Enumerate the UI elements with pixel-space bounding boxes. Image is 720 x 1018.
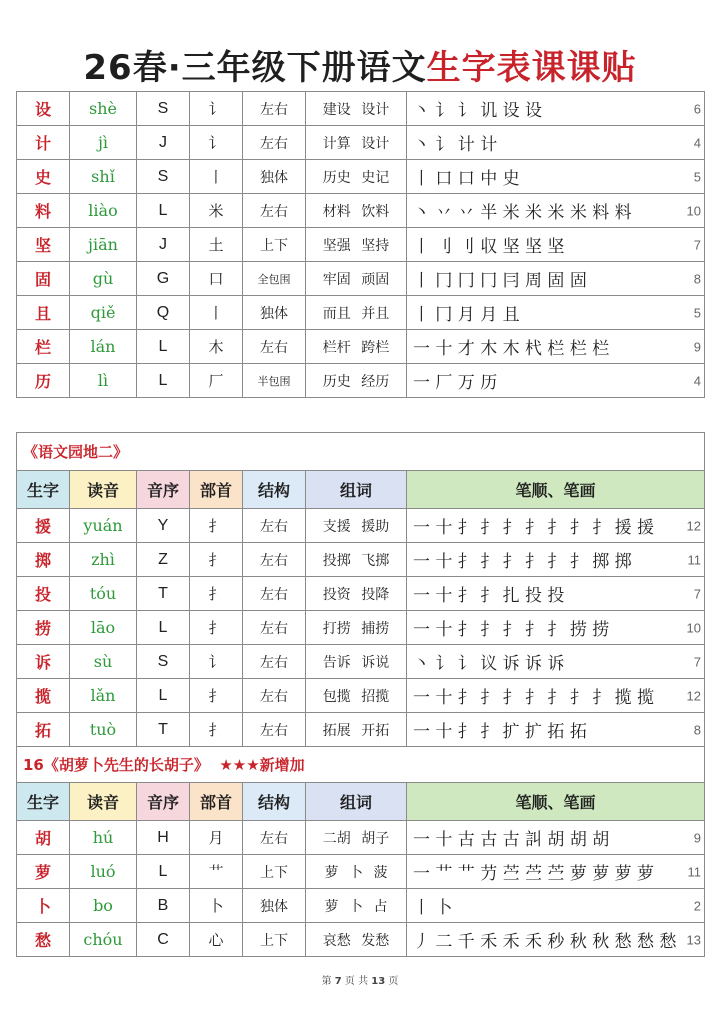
- char-cell: 投: [17, 577, 70, 611]
- pinyin-cell: shè: [70, 92, 137, 126]
- strokes-cell: [407, 821, 705, 855]
- table-row: [17, 509, 705, 543]
- radical-cell: 扌: [190, 679, 243, 713]
- structure-cell: 左右: [243, 126, 306, 160]
- pinyin-cell: tóu: [70, 577, 137, 611]
- char-cell: 诉: [17, 645, 70, 679]
- char-cell: 捞: [17, 611, 70, 645]
- strokes-cell: [407, 509, 705, 543]
- pinyin-cell: chóu: [70, 923, 137, 957]
- char-cell: 历: [17, 364, 70, 398]
- pinyin-cell: jì: [70, 126, 137, 160]
- order-cell: C: [137, 923, 190, 957]
- section2-title-row: [17, 433, 705, 471]
- strokes-cell: [407, 330, 705, 364]
- structure-cell: 左右: [243, 713, 306, 747]
- table-row: [17, 713, 705, 747]
- words-cell: 材料 饮料: [306, 194, 407, 228]
- stroke-sequence: 一 十 扌 扌 扌 扌 扌 扌 掷 掷: [413, 552, 632, 572]
- structure-cell: 独体: [243, 160, 306, 194]
- stroke-sequence: 一 十 扌 扌 扌 扌 扌 扌 扌 揽 揽: [413, 688, 655, 708]
- stroke-sequence: 一 十 扌 扌 扌 扌 扌 扌 扌 援 援: [413, 518, 655, 538]
- stroke-sequence: 丶 丷 丷 半 米 米 米 米 料 料: [413, 203, 632, 223]
- pinyin-cell: luó: [70, 855, 137, 889]
- table-row: [17, 228, 705, 262]
- words-cell: 支援 援助: [306, 509, 407, 543]
- stroke-sequence: 丶 讠 讠 讥 设 设: [413, 101, 543, 121]
- table-row: [17, 645, 705, 679]
- strokes-cell: [407, 228, 705, 262]
- stroke-count: 10: [686, 203, 701, 218]
- order-cell: L: [137, 679, 190, 713]
- strokes-cell: [407, 160, 705, 194]
- char-cell: 揽: [17, 679, 70, 713]
- char-cell: 史: [17, 160, 70, 194]
- radical-cell: 厂: [190, 364, 243, 398]
- table-row: [17, 296, 705, 330]
- header-row: [17, 471, 705, 509]
- order-cell: L: [137, 364, 190, 398]
- stroke-count: 13: [686, 932, 702, 947]
- stroke-count: 8: [693, 722, 702, 737]
- stroke-count: 7: [693, 654, 702, 669]
- stroke-sequence: 丶 讠 讠 议 诉 诉 诉: [413, 654, 565, 674]
- stroke-count: 8: [693, 271, 701, 286]
- structure-cell: 左右: [243, 330, 306, 364]
- char-cell: 栏: [17, 330, 70, 364]
- strokes-cell: [407, 543, 705, 577]
- words-cell: 哀愁 发愁: [306, 923, 407, 957]
- pinyin-cell: hú: [70, 821, 137, 855]
- strokes-cell: [407, 364, 705, 398]
- order-cell: J: [137, 228, 190, 262]
- order-cell: G: [137, 262, 190, 296]
- section3-title-cell: [17, 747, 705, 783]
- words-cell: 而且 并且: [306, 296, 407, 330]
- char-cell: 且: [17, 296, 70, 330]
- header-structure: 结构: [243, 471, 306, 509]
- strokes-cell: [407, 889, 705, 923]
- radical-cell: 米: [190, 194, 243, 228]
- char-cell: 拓: [17, 713, 70, 747]
- words-cell: 投资 投降: [306, 577, 407, 611]
- order-cell: H: [137, 821, 190, 855]
- stroke-count: 11: [687, 552, 702, 567]
- order-cell: J: [137, 126, 190, 160]
- structure-cell: 左右: [243, 577, 306, 611]
- structure-cell: 左右: [243, 194, 306, 228]
- radical-cell: 扌: [190, 509, 243, 543]
- order-cell: S: [137, 92, 190, 126]
- radical-cell: 讠: [190, 645, 243, 679]
- char-cell: 料: [17, 194, 70, 228]
- radical-cell: 扌: [190, 577, 243, 611]
- structure-cell: 左右: [243, 645, 306, 679]
- pinyin-cell: qiě: [70, 296, 137, 330]
- pinyin-cell: lǎn: [70, 679, 137, 713]
- strokes-cell: [407, 645, 705, 679]
- table-row: [17, 194, 705, 228]
- structure-cell: 左右: [243, 509, 306, 543]
- radical-cell: 卜: [190, 889, 243, 923]
- header-row: [17, 783, 705, 821]
- strokes-cell: [407, 923, 705, 957]
- section2-title: 《语文园地二》: [17, 433, 705, 471]
- words-cell: 二胡 胡子: [306, 821, 407, 855]
- char-cell: 设: [17, 92, 70, 126]
- stroke-count: 2: [693, 898, 702, 913]
- table-row: [17, 160, 705, 194]
- radical-cell: 木: [190, 330, 243, 364]
- order-cell: B: [137, 889, 190, 923]
- header-pinyin: 读音: [70, 471, 137, 509]
- stroke-sequence: 一 十 扌 扌 扌 扌 扌 捞 捞: [413, 620, 610, 640]
- stroke-sequence: 丨 冂 月 月 且: [413, 305, 520, 325]
- stroke-sequence: 一 十 扌 扌 扎 投 投: [413, 586, 565, 606]
- stroke-count: 7: [693, 237, 701, 252]
- char-cell: 掷: [17, 543, 70, 577]
- header-strokes: 笔顺、笔画: [407, 783, 705, 821]
- words-cell: 建设 设计: [306, 92, 407, 126]
- words-cell: 历史 史记: [306, 160, 407, 194]
- stroke-count: 7: [693, 586, 702, 601]
- pinyin-cell: bo: [70, 889, 137, 923]
- stroke-sequence: 一 艹 艹 芀 苎 苎 苎 萝 萝 萝 萝: [413, 864, 655, 884]
- words-cell: 栏杆 跨栏: [306, 330, 407, 364]
- structure-cell: 独体: [243, 296, 306, 330]
- strokes-cell: [407, 92, 705, 126]
- stroke-count: 12: [686, 688, 702, 703]
- radical-cell: 丨: [190, 296, 243, 330]
- order-cell: T: [137, 713, 190, 747]
- words-cell: 包揽 招揽: [306, 679, 407, 713]
- structure-cell: 独体: [243, 889, 306, 923]
- header-strokes: 笔顺、笔画: [407, 471, 705, 509]
- stroke-count: 10: [686, 620, 702, 635]
- footer-page: 7: [334, 976, 342, 987]
- structure-cell: 左右: [243, 543, 306, 577]
- page-title: [0, 40, 720, 89]
- radical-cell: 口: [190, 262, 243, 296]
- table-row: [17, 821, 705, 855]
- stroke-sequence: 丶 讠 计 计: [413, 135, 498, 155]
- order-cell: Q: [137, 296, 190, 330]
- char-cell: 萝: [17, 855, 70, 889]
- radical-cell: 艹: [190, 855, 243, 889]
- stroke-sequence: 丨 卜: [413, 898, 453, 918]
- structure-cell: 左右: [243, 679, 306, 713]
- radical-cell: 扌: [190, 713, 243, 747]
- pinyin-cell: lāo: [70, 611, 137, 645]
- pinyin-cell: liào: [70, 194, 137, 228]
- pinyin-cell: lán: [70, 330, 137, 364]
- radical-cell: 讠: [190, 92, 243, 126]
- words-cell: 历史 经历: [306, 364, 407, 398]
- pinyin-cell: gù: [70, 262, 137, 296]
- strokes-cell: [407, 577, 705, 611]
- table-row: [17, 543, 705, 577]
- table-row: [17, 923, 705, 957]
- stroke-count: 12: [686, 518, 702, 533]
- stroke-sequence: 一 十 古 古 古 訆 胡 胡 胡: [413, 830, 610, 850]
- strokes-cell: [407, 262, 705, 296]
- stroke-sequence: 丿 二 千 禾 禾 禾 秒 秋 秋 愁 愁 愁: [413, 932, 677, 952]
- structure-cell: 全包围: [243, 262, 306, 296]
- stroke-count: 9: [693, 830, 702, 845]
- words-cell: 计算 设计: [306, 126, 407, 160]
- header-words: 组词: [306, 471, 407, 509]
- table-row: [17, 889, 705, 923]
- structure-cell: 上下: [243, 228, 306, 262]
- order-cell: S: [137, 160, 190, 194]
- words-cell: 萝 卜 菠: [306, 855, 407, 889]
- table-row: [17, 855, 705, 889]
- table-section1: [16, 91, 705, 398]
- radical-cell: 心: [190, 923, 243, 957]
- order-cell: T: [137, 577, 190, 611]
- stroke-count: 4: [693, 135, 701, 150]
- char-cell: 计: [17, 126, 70, 160]
- header-char: 生字: [17, 471, 70, 509]
- order-cell: Y: [137, 509, 190, 543]
- header-char: 生字: [17, 783, 70, 821]
- stroke-sequence: 一 十 扌 扌 扩 扩 拓 拓: [413, 722, 587, 742]
- order-cell: Z: [137, 543, 190, 577]
- order-cell: L: [137, 611, 190, 645]
- pinyin-cell: zhì: [70, 543, 137, 577]
- stroke-sequence: 一 十 才 木 木 杙 栏 栏 栏: [413, 339, 610, 359]
- pinyin-cell: sù: [70, 645, 137, 679]
- stroke-count: 4: [693, 373, 701, 388]
- char-cell: 固: [17, 262, 70, 296]
- strokes-cell: [407, 679, 705, 713]
- stroke-count: 5: [693, 169, 701, 184]
- words-cell: 告诉 诉说: [306, 645, 407, 679]
- words-cell: 打捞 捕捞: [306, 611, 407, 645]
- radical-cell: 讠: [190, 126, 243, 160]
- table-row: [17, 126, 705, 160]
- order-cell: S: [137, 645, 190, 679]
- strokes-cell: [407, 194, 705, 228]
- char-cell: 援: [17, 509, 70, 543]
- pinyin-cell: lì: [70, 364, 137, 398]
- header-radical: 部首: [190, 471, 243, 509]
- table-row: [17, 364, 705, 398]
- radical-cell: 扌: [190, 543, 243, 577]
- pinyin-cell: tuò: [70, 713, 137, 747]
- structure-cell: 半包围: [243, 364, 306, 398]
- stroke-sequence: 丨 口 口 中 史: [413, 169, 520, 189]
- stroke-count: 9: [693, 339, 701, 354]
- header-order: 音序: [137, 471, 190, 509]
- radical-cell: 丨: [190, 160, 243, 194]
- structure-cell: 上下: [243, 855, 306, 889]
- stroke-count: 11: [687, 864, 702, 879]
- words-cell: 投掷 飞掷: [306, 543, 407, 577]
- strokes-cell: [407, 296, 705, 330]
- strokes-cell: [407, 855, 705, 889]
- char-cell: 胡: [17, 821, 70, 855]
- char-cell: 坚: [17, 228, 70, 262]
- words-cell: 牢固 顽固: [306, 262, 407, 296]
- order-cell: L: [137, 194, 190, 228]
- header-radical: 部首: [190, 783, 243, 821]
- header-order: 音序: [137, 783, 190, 821]
- structure-cell: 左右: [243, 92, 306, 126]
- table-row: [17, 330, 705, 364]
- order-cell: L: [137, 330, 190, 364]
- stroke-sequence: 一 厂 万 历: [413, 373, 498, 393]
- strokes-cell: [407, 611, 705, 645]
- order-cell: L: [137, 855, 190, 889]
- words-cell: 坚强 坚持: [306, 228, 407, 262]
- table-section2: [16, 432, 705, 957]
- stroke-count: 5: [693, 305, 701, 320]
- table-row: [17, 679, 705, 713]
- table-row: [17, 92, 705, 126]
- structure-cell: 左右: [243, 611, 306, 645]
- radical-cell: 月: [190, 821, 243, 855]
- section3-title-row: [17, 747, 705, 783]
- pinyin-cell: shǐ: [70, 160, 137, 194]
- section3-note: ★★★新增加: [219, 756, 305, 774]
- footer-pre: 第: [321, 976, 332, 987]
- stroke-sequence: 丨 冂 冂 冂 冃 周 固 固: [413, 271, 587, 291]
- header-pinyin: 读音: [70, 783, 137, 821]
- footer-total: 13: [371, 976, 386, 987]
- radical-cell: 扌: [190, 611, 243, 645]
- words-cell: 拓展 开拓: [306, 713, 407, 747]
- stroke-sequence: 丨 刂 刂 収 坚 坚 坚: [413, 237, 565, 257]
- pinyin-cell: jiān: [70, 228, 137, 262]
- structure-cell: 左右: [243, 821, 306, 855]
- title-part2: 生字表课课贴: [426, 48, 637, 88]
- header-structure: 结构: [243, 783, 306, 821]
- char-cell: 卜: [17, 889, 70, 923]
- strokes-cell: [407, 713, 705, 747]
- title-part1: 26春·三年级下册语文: [83, 48, 427, 88]
- footer-post: 页: [388, 976, 399, 987]
- words-cell: 萝 卜 占: [306, 889, 407, 923]
- strokes-cell: [407, 126, 705, 160]
- table-row: [17, 611, 705, 645]
- char-cell: 愁: [17, 923, 70, 957]
- table-row: [17, 577, 705, 611]
- radical-cell: 土: [190, 228, 243, 262]
- structure-cell: 上下: [243, 923, 306, 957]
- page-footer: [0, 972, 720, 987]
- section3-title: 16《胡萝卜先生的长胡子》: [23, 756, 209, 774]
- stroke-count: 6: [693, 101, 701, 116]
- header-words: 组词: [306, 783, 407, 821]
- pinyin-cell: yuán: [70, 509, 137, 543]
- footer-mid: 页 共: [344, 976, 369, 987]
- table-row: [17, 262, 705, 296]
